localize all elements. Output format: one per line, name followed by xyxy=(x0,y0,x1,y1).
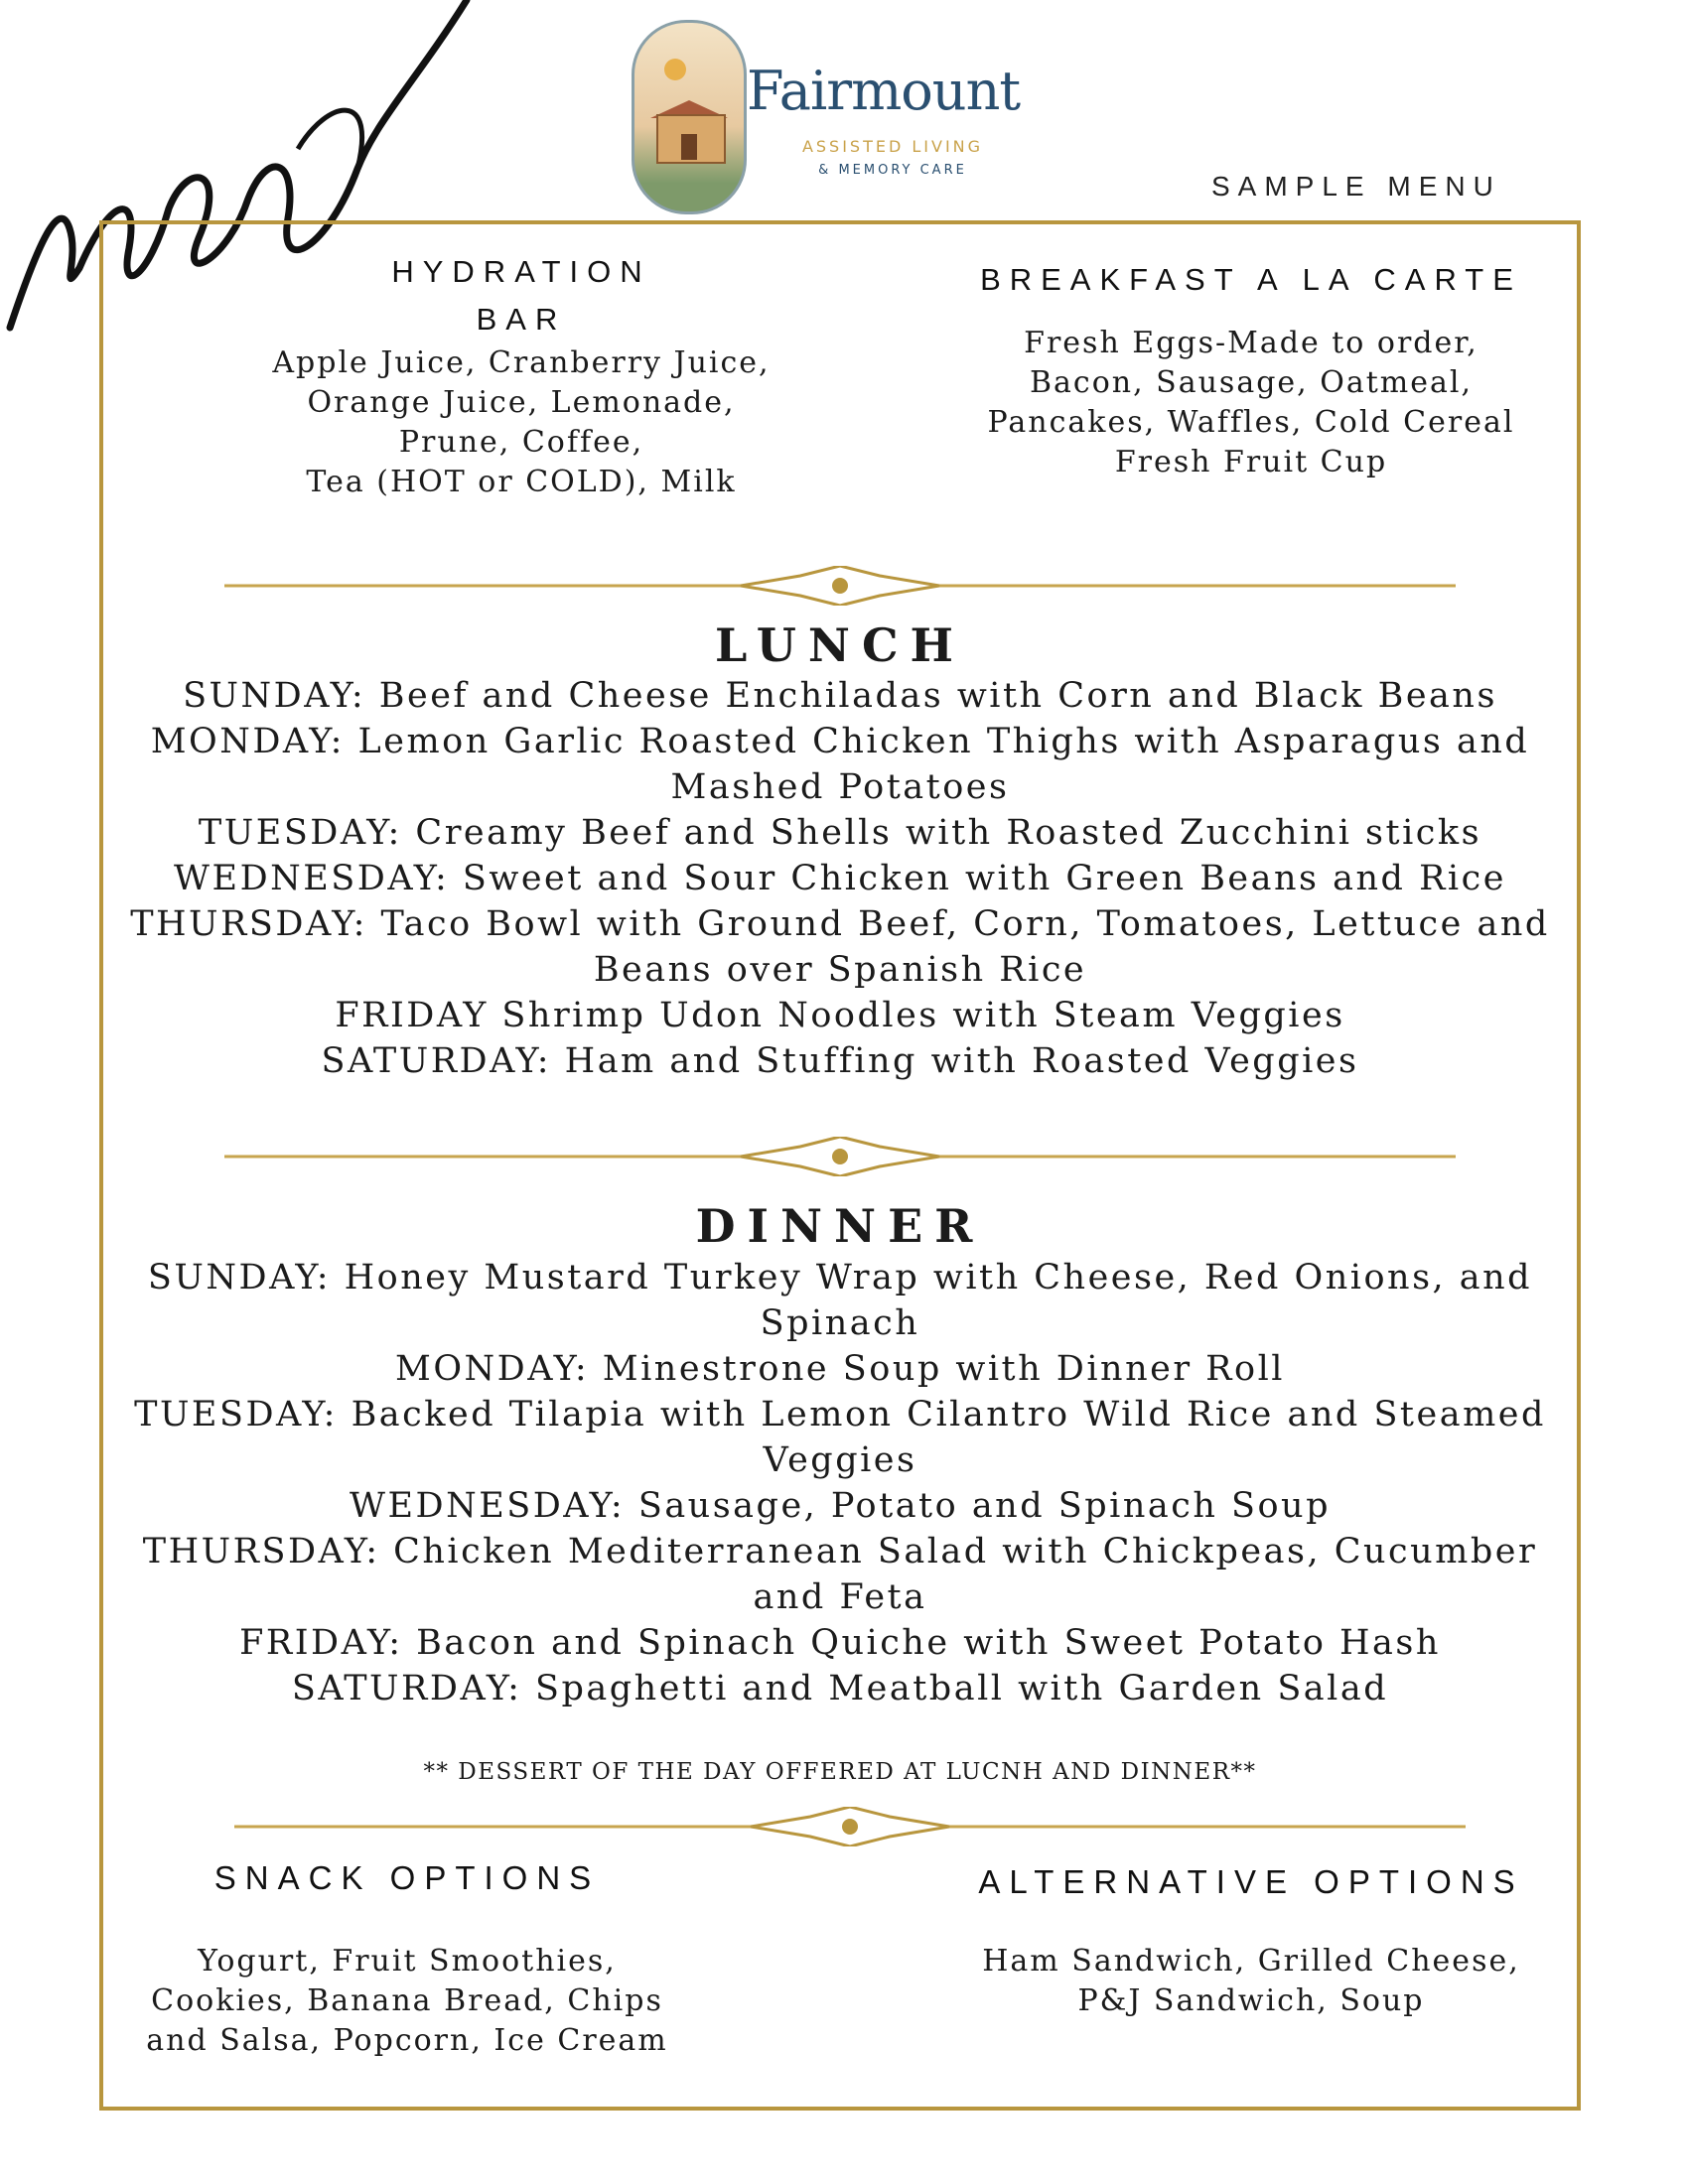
breakfast-line: Fresh Fruit Cup xyxy=(1114,445,1388,479)
lunch-line: THURSDAY: Taco Bowl with Ground Beef, Corn, Tomatoes, Lettuce and xyxy=(130,904,1550,944)
sample-menu-label: SAMPLE MENU xyxy=(1211,171,1501,202)
logo-subtitle-2: & MEMORY CARE xyxy=(818,163,967,178)
hydration-title-2: BAR xyxy=(476,302,567,337)
dinner-title: DINNER xyxy=(695,1199,985,1253)
alternative-line: P&J Sandwich, Soup xyxy=(1077,1983,1425,2018)
dinner-section xyxy=(99,1197,1581,1711)
snack-section xyxy=(139,1854,675,2061)
lunch-line: SATURDAY: Ham and Stuffing with Roasted Veggies xyxy=(321,1041,1359,1081)
snack-line: and Salsa, Popcorn, Ice Cream xyxy=(146,2023,668,2058)
dinner-line: THURSDAY: Chicken Mediterranean Salad with Chickpeas, Cucumber xyxy=(142,1532,1538,1571)
alternative-title: ALTERNATIVE OPTIONS xyxy=(978,1863,1524,1900)
dinner-line: WEDNESDAY: Sausage, Potato and Spinach Soup xyxy=(349,1486,1332,1526)
hydration-title-1: HYDRATION xyxy=(391,254,651,289)
snack-title: SNACK OPTIONS xyxy=(213,1859,601,1896)
dinner-line: FRIDAY: Bacon and Spinach Quiche with Sweet Potato Hash xyxy=(239,1623,1441,1663)
lunch-line: SUNDAY: Beef and Cheese Enchiladas with Corn and Black Beans xyxy=(183,676,1497,716)
lunch-line: WEDNESDAY: Sweet and Sour Chicken with Green Beans and Rice xyxy=(174,859,1506,898)
hydration-line: Prune, Coffee, xyxy=(398,425,644,460)
dessert-note: ** DESSERT OF THE DAY OFFERED AT LUCNH AND DINNER** xyxy=(423,1759,1257,1785)
breakfast-line: Fresh Eggs-Made to order, xyxy=(1024,326,1478,360)
dinner-line: and Feta xyxy=(753,1577,927,1617)
lunch-line: MONDAY: Lemon Garlic Roasted Chicken Thighs with Asparagus and xyxy=(150,722,1530,761)
dinner-line: TUESDAY: Backed Tilapia with Lemon Cilantro Wild Rice and Steamed xyxy=(134,1395,1546,1434)
door-shape xyxy=(681,134,697,160)
dinner-line: SATURDAY: Spaghetti and Meatball with Garden Salad xyxy=(291,1669,1389,1708)
lunch-line: TUESDAY: Creamy Beef and Shells with Roasted Zucchini sticks xyxy=(198,813,1482,853)
snack-line: Cookies, Banana Bread, Chips xyxy=(151,1983,663,2018)
logo-emblem xyxy=(632,20,747,214)
ornamental-divider xyxy=(224,1137,1456,1176)
hydration-section xyxy=(248,248,794,502)
hydration-line: Tea (HOT or COLD), Milk xyxy=(306,465,737,499)
dinner-line: Spinach xyxy=(760,1303,920,1343)
breakfast-line: Pancakes, Waffles, Cold Cereal xyxy=(987,405,1515,440)
lunch-section xyxy=(99,617,1581,1084)
ornamental-divider xyxy=(224,566,1456,606)
breakfast-title: BREAKFAST A LA CARTE xyxy=(980,262,1522,297)
lunch-line: Mashed Potatoes xyxy=(670,767,1010,807)
breakfast-section xyxy=(953,256,1549,482)
lunch-line: FRIDAY Shrimp Udon Noodles with Steam Veggies xyxy=(335,996,1345,1035)
logo-name: Fairmount xyxy=(747,60,1021,122)
fairmount-logo xyxy=(632,20,1039,218)
lunch-title: LUNCH xyxy=(714,618,966,672)
breakfast-line: Bacon, Sausage, Oatmeal, xyxy=(1029,365,1473,400)
snack-line: Yogurt, Fruit Smoothies, xyxy=(198,1944,617,1979)
sun-icon xyxy=(664,59,686,80)
alternative-line: Ham Sandwich, Grilled Cheese, xyxy=(982,1944,1520,1979)
lunch-line: Beans over Spanish Rice xyxy=(593,950,1087,990)
logo-subtitle: ASSISTED LIVING xyxy=(801,137,984,156)
dinner-line: MONDAY: Minestrone Soup with Dinner Roll xyxy=(395,1349,1285,1389)
dinner-line: SUNDAY: Honey Mustard Turkey Wrap with Cheese, Red Onions, and xyxy=(147,1258,1533,1297)
dinner-line: Veggies xyxy=(763,1440,917,1480)
hydration-line: Apple Juice, Cranberry Juice, xyxy=(272,345,771,380)
hydration-line: Orange Juice, Lemonade, xyxy=(307,385,736,420)
ornamental-divider xyxy=(234,1807,1466,1846)
alternative-section xyxy=(933,1858,1569,2021)
